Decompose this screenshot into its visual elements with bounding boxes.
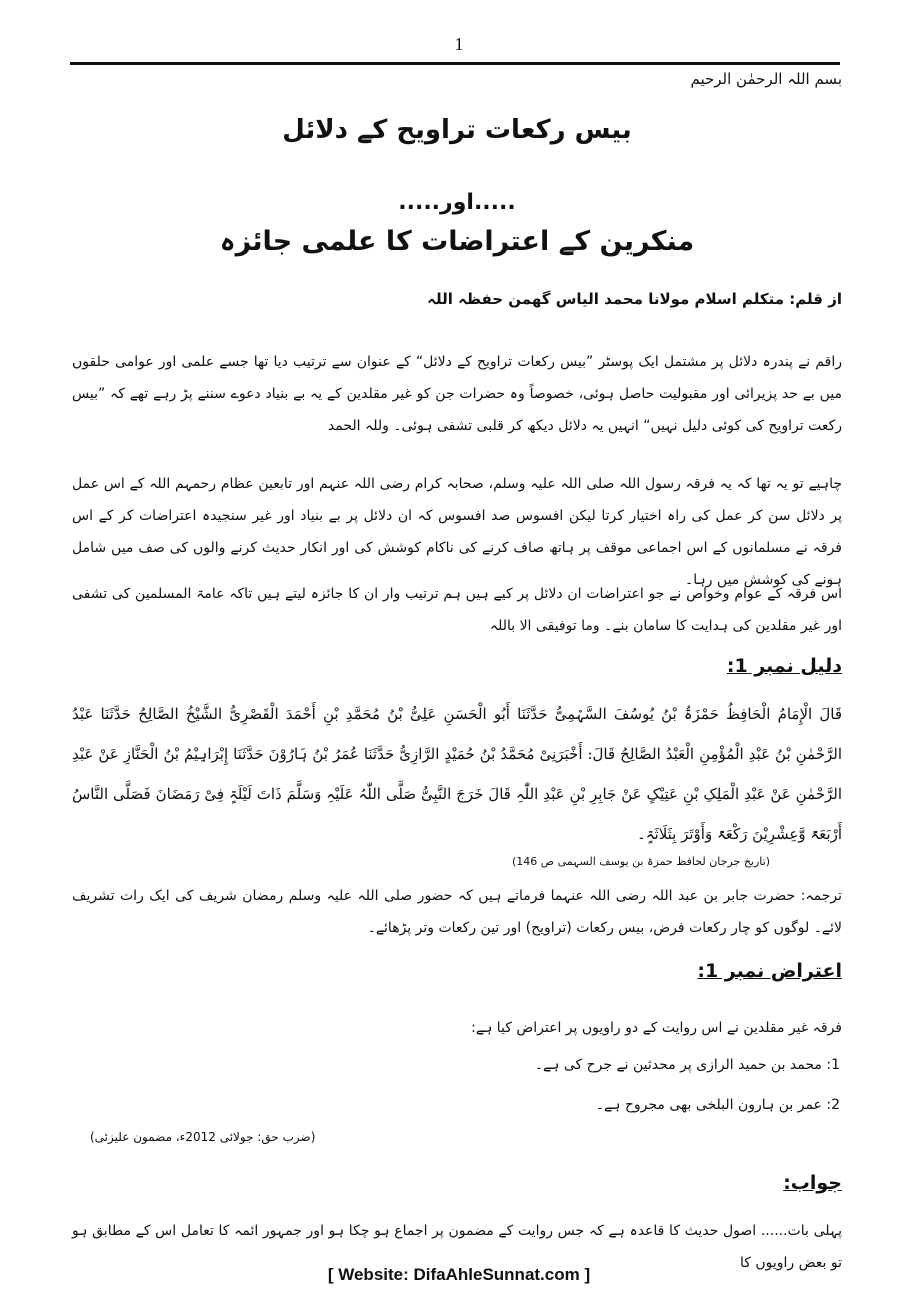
website-footer[interactable]: [ Website: DifaAhleSunnat.com ] — [327, 1265, 591, 1284]
title-line-2: .....اور..... — [398, 190, 516, 215]
hadith-source: (تاریخ جرجان لحافظ حمزۃ بن یوسف السہمی ص 146) — [512, 855, 770, 868]
header-rule — [70, 62, 840, 65]
objection-reference: (ضرب حق: جولائی 2012ء، مضمون علیزئی) — [90, 1130, 316, 1144]
title-line-3: منکرین کے اعتراضات کا علمی جائزہ — [219, 226, 695, 257]
answer-heading: جواب: — [783, 1172, 842, 1194]
answer-text: پہلی بات...... اصول حدیث کا قاعدہ ہے کہ جس روایت کے مضمون پر اجماع ہو چکا ہو اور جمہور ائمہ کا تعامل اس کے مطابق ہو تو بعض راویوں کا — [72, 1223, 842, 1271]
dalil-heading: دلیل نمبر 1: — [726, 655, 842, 677]
objection-heading: اعتراض نمبر 1: — [697, 960, 842, 982]
author-line: از قلم: متکلم اسلام مولانا محمد الیاس گھمن حفظہ اللہ — [427, 290, 842, 308]
hadith-translation: ترجمہ: حضرت جابر بن عبد اللہ رضی اللہ عنہما فرماتے ہیں کہ حضور صلی اللہ علیہ وسلم رمضان شریف کی ایک رات تشریف لائے۔ لوگوں کو چار رکعات فرض، بیس رکعات (تراویح) اور تین رکعات وتر پڑھائے۔ — [72, 888, 842, 936]
intro-paragraph-3: اس فرقہ کے عوام وخواص نے جو اعتراضات ان دلائل پر کیے ہیں ہم ترتیب وار ان کا جائزہ لیتے ہیں تاکہ عامۃ المسلمین کی تشفی اور غیر مقلدین کی ہدایت کا سامان بنے۔ وما توفیقی الا باللہ — [72, 586, 842, 634]
objection-intro: فرقہ غیر مقلدین نے اس روایت کے دو راویوں پر اعتراض کیا ہے: — [471, 1020, 842, 1036]
bismillah: بسم اللہ الرحمٰن الرحیم — [690, 70, 842, 88]
objection-item-1: 1: محمد بن حمید الرازی پر محدثین نے جرح کی ہے۔ — [534, 1057, 840, 1073]
page-number: 1 — [454, 34, 464, 54]
title-line-1: بیس رکعات تراویح کے دلائل — [282, 115, 632, 145]
objection-item-2: 2: عمر بن ہارون البلخی بھی مجروح ہے۔ — [595, 1097, 840, 1113]
intro-paragraph-1: راقم نے پندرہ دلائل پر مشتمل ایک پوسٹر ”بیس رکعات تراویح کے دلائل“ کے عنوان سے ترتیب دیا تھا جسے علمی اور عوامی حلقوں میں بے حد پزیرائی اور مقبولیت حاصل ہوئی، خصوصاً وہ حضرات جن کو غیر مقلدین کے یہ بے بنیاد دعوے سننے پڑ رہے تھے کہ ”بیس رکعت تراویح کی کوئی دلیل نہیں“ انہیں یہ دلائل دیکھ کر قلبی تشفی ہوئی۔ وللہ الحمد — [72, 354, 842, 434]
intro-paragraph-2: چاہیے تو یہ تھا کہ یہ فرقہ رسول اللہ صلی اللہ علیہ وسلم، صحابہ کرام رضی اللہ عنہم اور تابعین عظام رحمہم اللہ کے اس عمل پر دلائل سن کر عمل کی راہ اختیار کرتا لیکن افسوس صد افسوس کہ ان دلائل پر بے بنیاد اور غیر سنجیدہ اعتراضات کر کے اس فرقہ نے مسلمانوں کے اس اجماعی موقف پر ہاتھ صاف کرنے کی ناکام کوشش کی اور انکار حدیث کرنے والوں کی صف میں شامل ہونے کی کوشش میں رہا۔ — [72, 476, 842, 588]
arabic-hadith-text: قَالَ الْإِمَامُ الْحَافِظُ حَمْزَۃُ بْنُ یُوسُفَ السَّہْمِیُّ حَدَّثَنَا أَبُو الْحَسَنِ عَلِیُّ بْنُ مُحَمَّدِ بْنِ أَحْمَدَ الْقَصْرِیُّ الشَّیْخُ الصَّالِحُ حَدَّثَنَا عَبْدُ الرَّحْمٰنِ بْنُ عَبْدِ الْمُؤْمِنِ الْعَبْدُ الصَّالِحُ قَالَ: أَخْبَرَنِیْ مُحَمَّدُ بْنُ حُمَیْدٍ الرَّازِیُّ حَدَّثَنَا عُمَرُ بْنُ ہَارُوْنَ حَدَّثَنَا إِبْرَاہِیْمُ بْنُ الْحَنَّازِ عَنْ عَبْدِ الرَّحْمٰنِ عَنْ عَبْدِ الْمَلِکِ بْنِ عَتِیْکٍ عَنْ جَابِرِ بْنِ عَبْدِ اللّٰہِ قَالَ خَرَجَ النَّبِیُّ صَلَّی اللّٰہُ عَلَیْہِ وَسَلَّمَ ذَاتَ لَیْلَۃٍ فِیْ رَمَضَانَ فَصَلَّی النَّاسُ أَرْبَعَۃً وَّعِشْرِیْنَ رَکْعَۃً وَأَوْتَرَ بِثَلَاثَۃٍ۔ — [72, 705, 842, 843]
